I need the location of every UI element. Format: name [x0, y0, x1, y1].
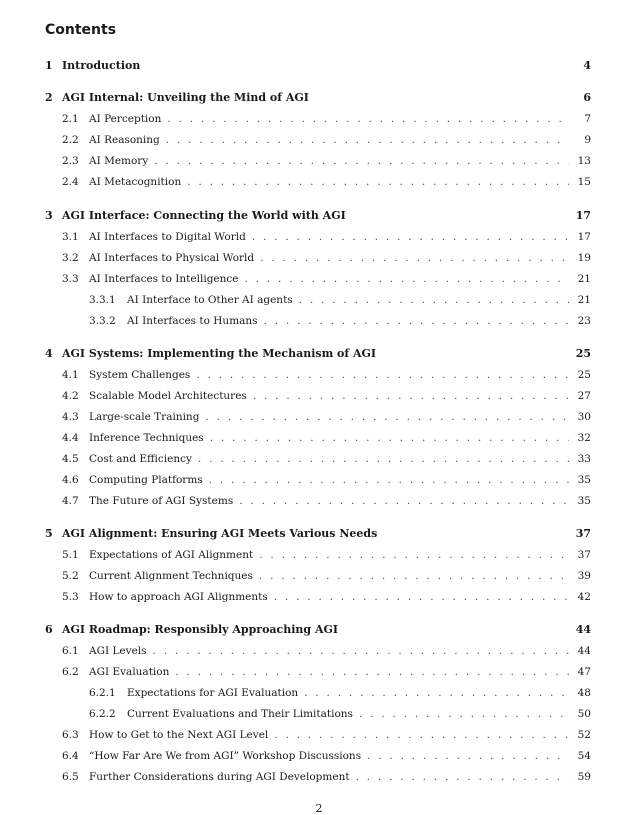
section-number: 5.2 [62, 570, 79, 582]
toc-section-row[interactable] [0, 430, 638, 446]
dot-leader [199, 409, 569, 425]
subsection-number: 6.2.2 [89, 708, 116, 720]
dot-leader [204, 430, 569, 446]
subsection-title [127, 706, 569, 722]
entry-title-text: AI Memory [89, 155, 149, 167]
page-title: Contents [45, 22, 117, 38]
page-number: 2 [315, 802, 323, 815]
section-number: 4.1 [62, 369, 79, 381]
section-title [89, 388, 569, 404]
toc-chapter-row[interactable] [0, 58, 638, 74]
entry-page-number: 35 [577, 495, 591, 507]
subsection-number: 3.3.2 [89, 315, 116, 327]
entry-title-text: “How Far Are We from AGI” Workshop Discussions [89, 750, 362, 762]
entry-page-number: 44 [577, 645, 591, 657]
entry-page-number: 7 [584, 113, 591, 125]
section-number: 4.3 [62, 411, 79, 423]
chapter-title [62, 526, 377, 542]
entry-page-number: 21 [577, 294, 591, 306]
entry-title-text: System Challenges [89, 369, 191, 381]
entry-page-number: 13 [577, 155, 591, 167]
entry-title-text: Expectations of AGI Alignment [89, 549, 254, 561]
section-number: 6.4 [62, 750, 79, 762]
chapter-title-text: AGI Interface: Connecting the World with AGI [62, 209, 346, 222]
section-title [89, 451, 569, 467]
chapter-title [62, 90, 309, 106]
section-title [89, 132, 569, 148]
dot-leader [293, 292, 569, 308]
section-title [89, 493, 569, 509]
subsection-title [127, 313, 569, 329]
chapter-page-number: 37 [575, 527, 591, 540]
entry-title-text: The Future of AGI Systems [89, 495, 234, 507]
section-title [89, 547, 569, 563]
entry-title-text: Scalable Model Architectures [89, 390, 247, 402]
entry-title-text: How to approach AGI Alignments [89, 591, 268, 603]
chapter-number: 6 [45, 623, 53, 636]
section-title [89, 367, 569, 383]
chapter-title [62, 208, 346, 224]
entry-page-number: 47 [577, 666, 591, 678]
dot-leader [203, 472, 569, 488]
section-title [89, 589, 569, 605]
section-title [89, 111, 569, 127]
toc-section-row[interactable] [0, 472, 638, 488]
entry-title-text: AI Interfaces to Digital World [89, 231, 246, 243]
entry-page-number: 25 [577, 369, 591, 381]
entry-page-number: 37 [577, 549, 591, 561]
entry-title-text: Large-scale Training [89, 411, 200, 423]
entry-page-number: 15 [577, 176, 591, 188]
section-number: 2.1 [62, 113, 79, 125]
chapter-page-number: 25 [575, 347, 591, 360]
section-number: 3.2 [62, 252, 79, 264]
dot-leader [233, 493, 569, 509]
dot-leader [353, 706, 569, 722]
dot-leader [253, 568, 569, 584]
entry-title-text: Computing Platforms [89, 474, 203, 486]
entry-title-text: AI Interfaces to Intelligence [89, 273, 239, 285]
entry-title-text: Current Evaluations and Their Limitations [127, 708, 353, 720]
toc-chapter-row[interactable] [0, 526, 638, 542]
section-title [89, 748, 569, 764]
chapter-title-text: AGI Roadmap: Responsibly Approaching AGI [62, 623, 339, 636]
dot-leader [192, 451, 569, 467]
dot-leader [247, 388, 569, 404]
chapter-title-text: AGI Internal: Unveiling the Mind of AGI [62, 91, 309, 104]
entry-page-number: 9 [584, 134, 591, 146]
section-title [89, 153, 569, 169]
entry-page-number: 21 [577, 273, 591, 285]
toc-section-row[interactable] [0, 568, 638, 584]
toc-subsection-row[interactable] [0, 706, 638, 722]
dot-leader [298, 685, 569, 701]
entry-title-text: AI Interfaces to Humans [127, 315, 258, 327]
chapter-number: 5 [45, 527, 53, 540]
entry-title-text: AI Interface to Other AI agents [127, 294, 293, 306]
toc-section-row[interactable] [0, 748, 638, 764]
entry-page-number: 32 [577, 432, 591, 444]
toc-section-row[interactable] [0, 727, 638, 743]
section-number: 5.3 [62, 591, 79, 603]
dot-leader [160, 132, 569, 148]
toc-subsection-row[interactable] [0, 685, 638, 701]
toc-subsection-row[interactable] [0, 313, 638, 329]
toc-section-row[interactable] [0, 271, 638, 287]
section-number: 6.2 [62, 666, 79, 678]
entry-page-number: 59 [577, 771, 591, 783]
chapter-title-text: AGI Systems: Implementing the Mechanism of AGI [62, 347, 377, 360]
chapter-page-number: 4 [583, 59, 591, 72]
dot-leader [161, 111, 569, 127]
toc-chapter-row[interactable] [0, 90, 638, 106]
entry-title-text: AGI Levels [89, 645, 147, 657]
chapter-number: 2 [45, 91, 53, 104]
toc-section-row[interactable] [0, 174, 638, 190]
section-number: 6.5 [62, 771, 79, 783]
section-number: 4.6 [62, 474, 79, 486]
entry-title-text: AI Interfaces to Physical World [89, 252, 255, 264]
section-title [89, 229, 569, 245]
dot-leader [169, 664, 569, 680]
entry-page-number: 54 [577, 750, 591, 762]
toc-section-row[interactable] [0, 589, 638, 605]
section-title [89, 643, 569, 659]
toc-section-row[interactable] [0, 153, 638, 169]
toc-section-row[interactable] [0, 367, 638, 383]
toc-section-row[interactable] [0, 132, 638, 148]
toc-section-row[interactable] [0, 250, 638, 266]
chapter-page-number: 44 [575, 623, 591, 636]
entry-page-number: 23 [577, 315, 591, 327]
chapter-title [62, 346, 376, 362]
dot-leader [258, 313, 569, 329]
toc-section-row[interactable] [0, 493, 638, 509]
chapter-title-text: Introduction [62, 59, 141, 72]
chapter-page-number: 17 [575, 209, 591, 222]
entry-title-text: Inference Techniques [89, 432, 204, 444]
chapter-number: 4 [45, 347, 53, 360]
dot-leader [268, 589, 569, 605]
section-title [89, 568, 569, 584]
chapter-title [62, 622, 338, 638]
dot-leader [148, 153, 569, 169]
chapter-title [62, 58, 140, 74]
section-title [89, 250, 569, 266]
dot-leader [350, 769, 569, 785]
entry-page-number: 42 [577, 591, 591, 603]
entry-title-text: Further Considerations during AGI Development [89, 771, 350, 783]
entry-page-number: 39 [577, 570, 591, 582]
entry-page-number: 30 [577, 411, 591, 423]
toc-section-row[interactable] [0, 547, 638, 563]
chapter-page-number: 6 [583, 91, 591, 104]
section-number: 3.3 [62, 273, 79, 285]
toc-section-row[interactable] [0, 388, 638, 404]
entry-title-text: Expectations for AGI Evaluation [127, 687, 299, 699]
entry-page-number: 19 [577, 252, 591, 264]
section-title [89, 664, 569, 680]
section-number: 3.1 [62, 231, 79, 243]
entry-page-number: 17 [577, 231, 591, 243]
entry-title-text: How to Get to the Next AGI Level [89, 729, 269, 741]
entry-title-text: AI Reasoning [89, 134, 160, 146]
section-number: 4.7 [62, 495, 79, 507]
subsection-title [127, 685, 569, 701]
toc-section-row[interactable] [0, 769, 638, 785]
section-number: 2.2 [62, 134, 79, 146]
subsection-number: 6.2.1 [89, 687, 116, 699]
section-number: 6.3 [62, 729, 79, 741]
section-number: 5.1 [62, 549, 79, 561]
section-title [89, 409, 569, 425]
toc-section-row[interactable] [0, 409, 638, 425]
entry-title-text: Cost and Efficiency [89, 453, 192, 465]
section-title [89, 472, 569, 488]
section-title [89, 271, 569, 287]
toc-chapter-row[interactable] [0, 622, 638, 638]
entry-page-number: 33 [577, 453, 591, 465]
dot-leader [254, 250, 569, 266]
dot-leader [253, 547, 569, 563]
chapter-title-text: AGI Alignment: Ensuring AGI Meets Various Needs [62, 527, 378, 540]
entry-title-text: AI Perception [89, 113, 162, 125]
entry-page-number: 48 [577, 687, 591, 699]
entry-page-number: 27 [577, 390, 591, 402]
toc-section-row[interactable] [0, 229, 638, 245]
toc-chapter-row[interactable] [0, 208, 638, 224]
section-title [89, 769, 569, 785]
section-number: 4.2 [62, 390, 79, 402]
toc-section-row[interactable] [0, 664, 638, 680]
chapter-number: 3 [45, 209, 53, 222]
toc-subsection-row[interactable] [0, 292, 638, 308]
subsection-number: 3.3.1 [89, 294, 116, 306]
toc-section-row[interactable] [0, 451, 638, 467]
dot-leader [246, 229, 569, 245]
entry-title-text: AI Metacognition [89, 176, 182, 188]
section-number: 4.5 [62, 453, 79, 465]
entry-page-number: 52 [577, 729, 591, 741]
toc-section-row[interactable] [0, 111, 638, 127]
dot-leader [190, 367, 569, 383]
entry-title-text: AGI Evaluation [89, 666, 170, 678]
chapter-number: 1 [45, 59, 53, 72]
section-number: 2.4 [62, 176, 79, 188]
section-number: 4.4 [62, 432, 79, 444]
section-title [89, 727, 569, 743]
dot-leader [239, 271, 570, 287]
section-title [89, 430, 569, 446]
section-title [89, 174, 569, 190]
dot-leader [147, 643, 569, 659]
entry-title-text: Current Alignment Techniques [89, 570, 253, 582]
subsection-title [127, 292, 569, 308]
toc-chapter-row[interactable] [0, 346, 638, 362]
dot-leader [361, 748, 569, 764]
entry-page-number: 35 [577, 474, 591, 486]
section-number: 6.1 [62, 645, 79, 657]
dot-leader [268, 727, 569, 743]
entry-page-number: 50 [577, 708, 591, 720]
section-number: 2.3 [62, 155, 79, 167]
dot-leader [181, 174, 569, 190]
toc-section-row[interactable] [0, 643, 638, 659]
